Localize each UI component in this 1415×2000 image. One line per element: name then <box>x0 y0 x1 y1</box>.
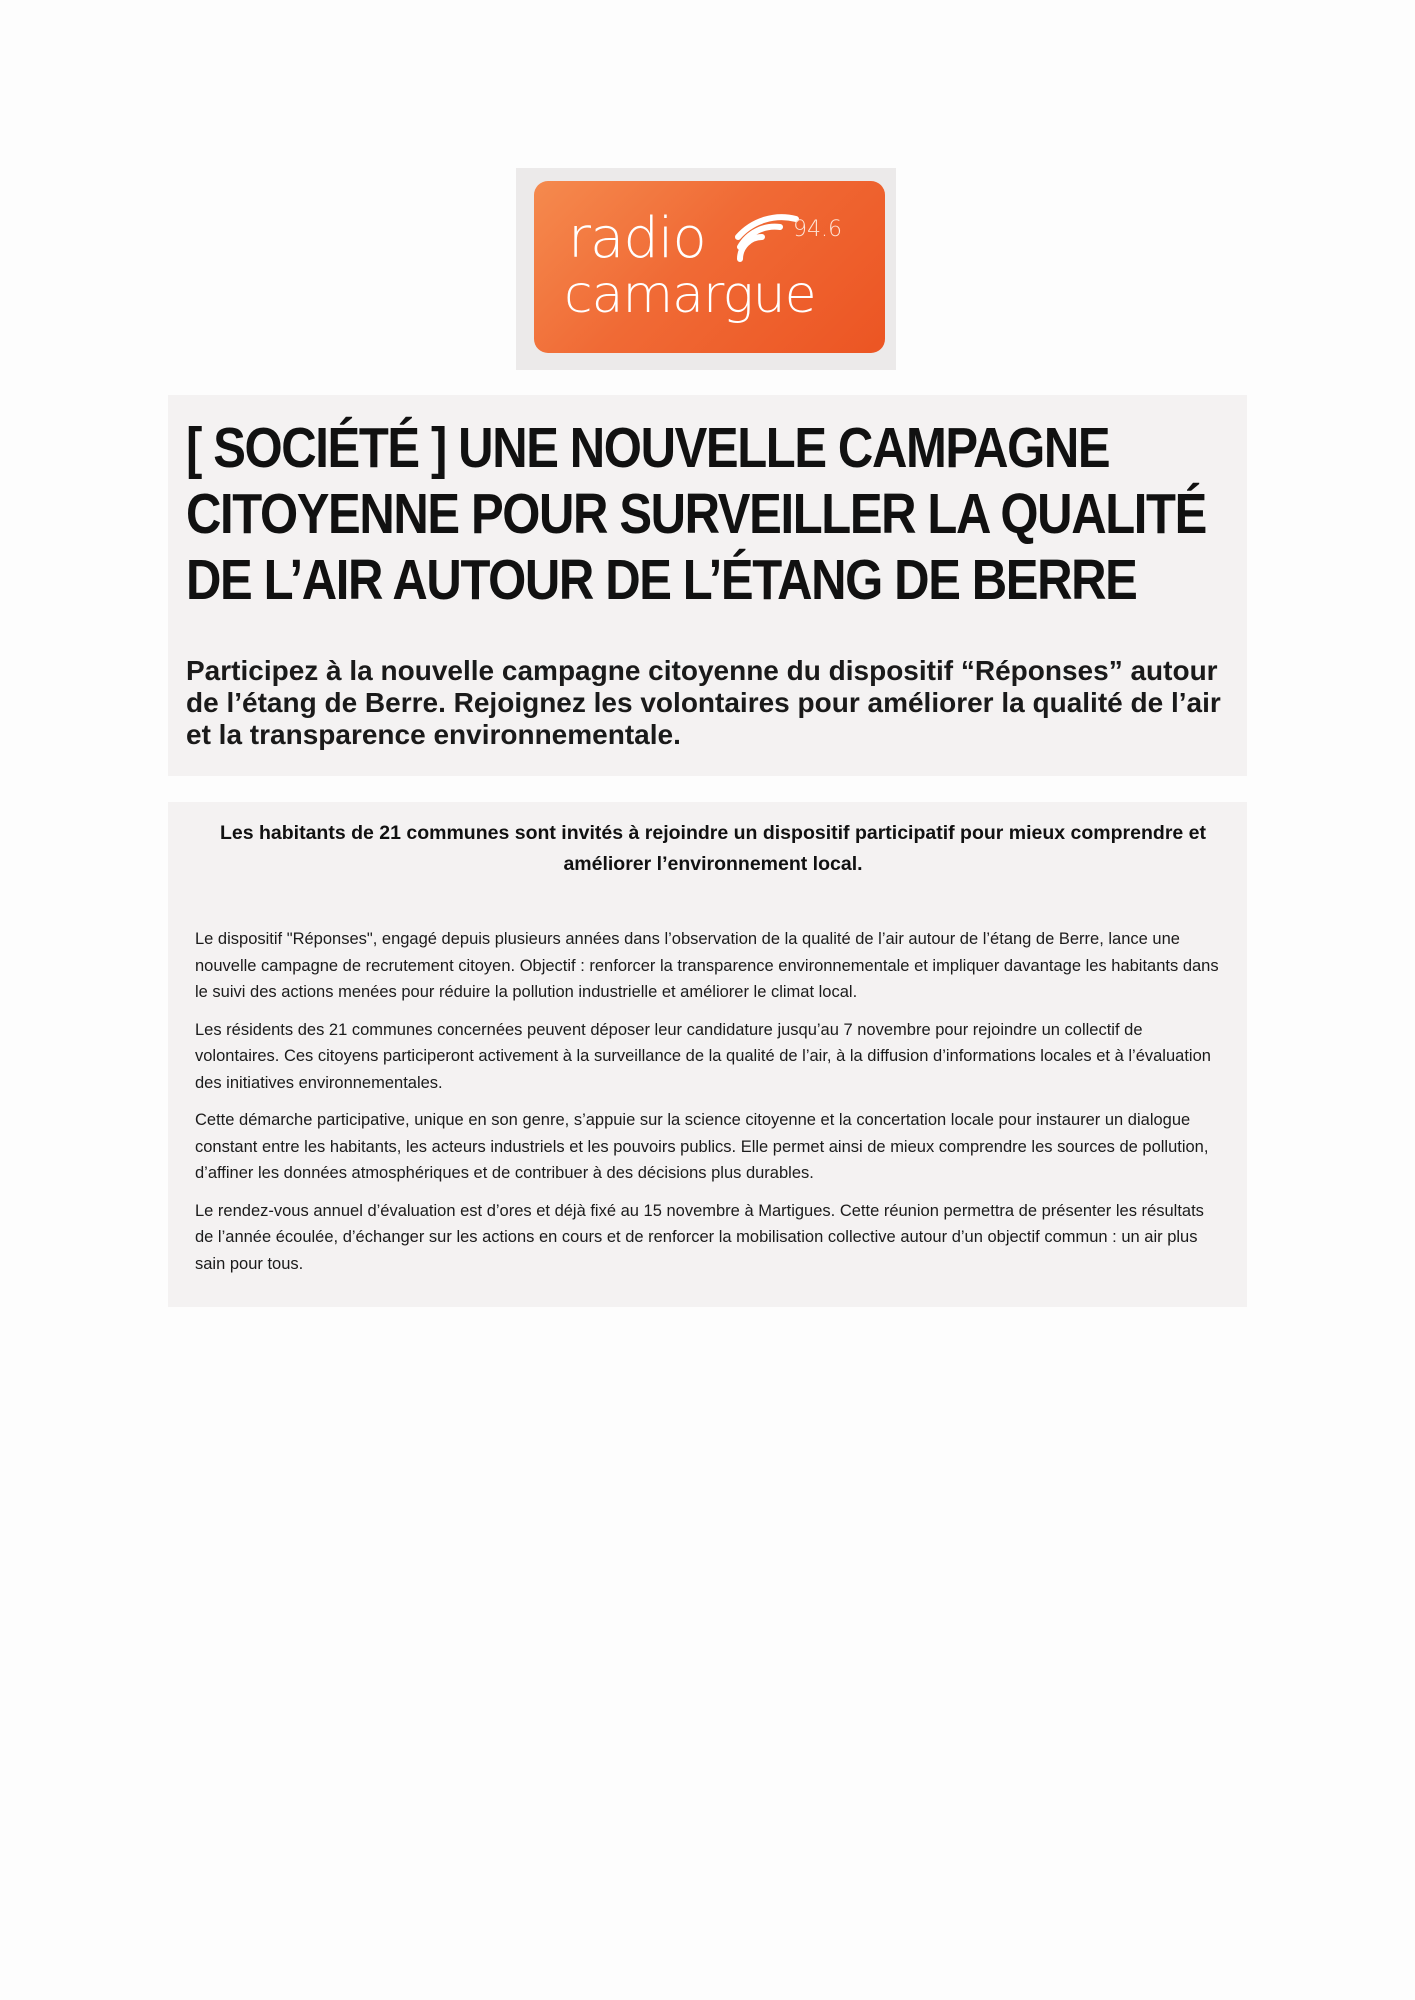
article-paragraph: Les résidents des 21 communes concernées peuvent déposer leur candidature jusqu’au 7 novembre pour rejoindre un collectif de volontaires. Ces citoyens participeront activement à la surveillance de la qualité de l’air, à la diffusion d’informations locales et à l’évaluation des initiatives environnementales. <box>195 1020 1211 1092</box>
article-paragraph: Cette démarche participative, unique en son genre, s’appuie sur la science citoyenne et la concertation locale pour instaurer un dialogue constant entre les habitants, les acteurs industriels et les pouvoirs publics. Elle permet ainsi de mieux comprendre les sources de pollution, d’affiner les données atmosphériques et de contribuer à des décisions plus durables. <box>195 1111 1209 1182</box>
article-body <box>168 802 1247 1307</box>
logo-frequency: 94.6 <box>793 217 842 242</box>
article-subtitle: Participez à la nouvelle campagne citoyenne du dispositif “Réponses” autour de l’étang de Berre. Rejoignez les volontaires pour améliorer la qualité de l’air et la transparence environnementale. <box>186 655 1221 750</box>
logo-camargue-text: camargue <box>564 265 816 325</box>
article-paragraphs <box>195 926 1225 1288</box>
article-header <box>168 395 1247 776</box>
article-headline: [ SOCIÉTÉ ] UNE NOUVELLE CAMPAGNE CITOYENNE POUR SURVEILLER LA QUALITÉ DE L’AIR AUTOUR DE L’ÉTANG DE BERRE <box>186 416 1206 612</box>
article-paragraph: Le dispositif "Réponses", engagé depuis plusieurs années dans l’observation de la qualité de l’air autour de l’étang de Berre, lance une nouvelle campagne de recrutement citoyen. Objectif : renforcer la transparence environnementale et impliquer davantage les habitants dans le suivi des actions menées pour réduire la pollution industrielle et améliorer le climat local. <box>195 930 1219 1001</box>
logo <box>516 168 896 370</box>
article-lead: Les habitants de 21 communes sont invités à rejoindre un dispositif participatif pour mieux comprendre et améliorer l’environnement local. <box>219 822 1207 875</box>
logo-radio-text: radio <box>568 206 706 271</box>
radio-camargue-logo <box>534 181 885 353</box>
article-paragraph: Le rendez-vous annuel d’évaluation est d’ores et déjà fixé au 15 novembre à Martigues. Cette réunion permettra de présenter les résultats de l’année écoulée, d’échanger sur les actions en cours et de renforcer la mobilisation collective autour d’un objectif commun : un air plus sain pour tous. <box>195 1201 1204 1273</box>
